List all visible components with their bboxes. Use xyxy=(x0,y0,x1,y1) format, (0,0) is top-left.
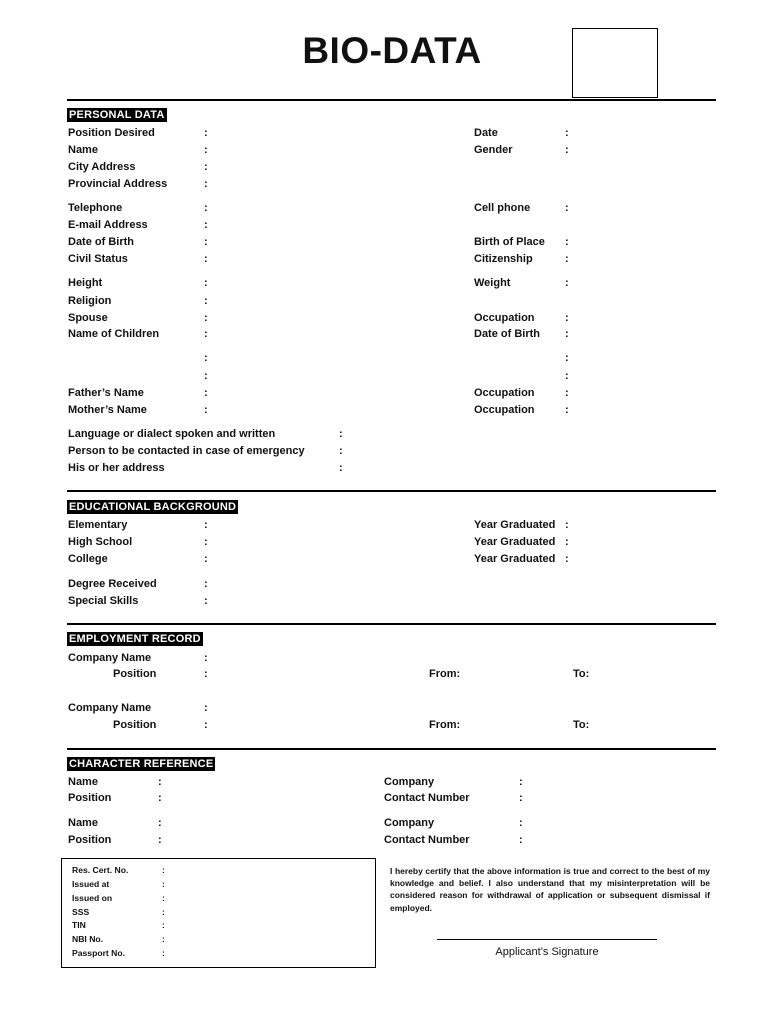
field-label-father-occupation: Occupation xyxy=(474,387,535,399)
section-divider xyxy=(67,748,716,750)
field-colon: : xyxy=(565,312,569,324)
field-label-cell-phone: Cell phone xyxy=(474,202,531,214)
field-label-language: Language or dialect spoken and written xyxy=(68,428,276,440)
field-colon: : xyxy=(162,934,165,944)
field-colon: : xyxy=(204,277,208,289)
field-label-tin: TIN xyxy=(72,920,86,930)
field-label-special-skills: Special Skills xyxy=(68,595,139,607)
field-colon: : xyxy=(565,127,569,139)
field-colon: : xyxy=(519,834,523,846)
field-colon: : xyxy=(204,578,208,590)
field-colon: : xyxy=(162,920,165,930)
field-label-gender: Gender xyxy=(474,144,513,156)
field-colon: : xyxy=(204,178,208,190)
field-colon: : xyxy=(204,161,208,173)
signature-label: Applicant’s Signature xyxy=(495,946,599,958)
field-label-position: Position xyxy=(113,668,157,680)
field-label-nbi-no: NBI No. xyxy=(72,934,104,944)
field-colon: : xyxy=(204,668,208,680)
field-label-res-cert-no: Res. Cert. No. xyxy=(72,865,129,875)
field-label-emergency-address: His or her address xyxy=(68,462,165,474)
field-colon: : xyxy=(565,536,569,548)
field-colon: : xyxy=(162,865,165,875)
field-label-issued-at: Issued at xyxy=(72,879,110,889)
field-colon: : xyxy=(204,536,208,548)
section-divider xyxy=(67,99,716,101)
field-colon: : xyxy=(565,328,569,340)
field-colon: : xyxy=(204,370,208,382)
field-label-reference-contact: Contact Number xyxy=(384,792,470,804)
field-label-reference-name: Name xyxy=(68,817,98,829)
field-label-reference-name: Name xyxy=(68,776,98,788)
field-label-elementary: Elementary xyxy=(68,519,128,531)
field-label-mother-occupation: Occupation xyxy=(474,404,535,416)
field-label-date-of-birth: Date of Birth xyxy=(68,236,134,248)
field-colon: : xyxy=(565,236,569,248)
field-label-reference-company: Company xyxy=(384,817,435,829)
field-colon: : xyxy=(204,312,208,324)
section-divider xyxy=(67,490,716,492)
document-title: BIO-DATA xyxy=(302,30,482,71)
field-colon: : xyxy=(519,776,523,788)
field-label-reference-position: Position xyxy=(68,792,112,804)
field-label-fathers-name: Father’s Name xyxy=(68,387,144,399)
field-label-spouse: Spouse xyxy=(68,312,108,324)
field-colon: : xyxy=(158,817,162,829)
field-label-college: College xyxy=(68,553,108,565)
section-header-employment-record: EMPLOYMENT RECORD xyxy=(69,633,201,645)
field-colon: : xyxy=(162,893,165,903)
field-colon: : xyxy=(519,792,523,804)
field-label-issued-on: Issued on xyxy=(72,893,113,903)
field-colon: : xyxy=(339,445,343,457)
field-colon: : xyxy=(565,370,569,382)
field-colon: : xyxy=(204,328,208,340)
field-label-position: Position xyxy=(113,719,157,731)
field-colon: : xyxy=(204,652,208,664)
field-label-year-graduated: Year Graduated xyxy=(474,519,556,531)
field-label-reference-company: Company xyxy=(384,776,435,788)
field-colon: : xyxy=(565,553,569,565)
field-colon: : xyxy=(204,595,208,607)
field-label-civil-status: Civil Status xyxy=(68,253,128,265)
field-label-reference-position: Position xyxy=(68,834,112,846)
field-label-passport-no: Passport No. xyxy=(72,948,126,958)
field-label-birth-place: Birth of Place xyxy=(474,236,545,248)
field-label-year-graduated: Year Graduated xyxy=(474,553,556,565)
field-colon: : xyxy=(204,236,208,248)
field-label-email: E-mail Address xyxy=(68,219,148,231)
section-header-personal-data: PERSONAL DATA xyxy=(69,109,165,121)
photo-box xyxy=(572,28,658,98)
field-label-date: Date xyxy=(474,127,498,139)
field-colon: : xyxy=(204,144,208,156)
field-colon: : xyxy=(204,519,208,531)
field-colon: : xyxy=(204,553,208,565)
field-colon: : xyxy=(204,202,208,214)
field-label-position-desired: Position Desired xyxy=(68,127,155,139)
field-colon: : xyxy=(158,776,162,788)
field-label-religion: Religion xyxy=(68,295,112,307)
field-colon: : xyxy=(565,352,569,364)
field-label-to: To: xyxy=(573,719,590,731)
field-label-sss: SSS xyxy=(72,907,90,917)
field-label-children-date-of-birth: Date of Birth xyxy=(474,328,540,340)
field-label-year-graduated: Year Graduated xyxy=(474,536,556,548)
field-label-from: From: xyxy=(429,668,461,680)
field-colon: : xyxy=(565,144,569,156)
field-label-high-school: High School xyxy=(68,536,133,548)
field-colon: : xyxy=(204,352,208,364)
field-colon: : xyxy=(565,404,569,416)
field-colon: : xyxy=(565,519,569,531)
field-label-degree-received: Degree Received xyxy=(68,578,157,590)
field-label-reference-contact: Contact Number xyxy=(384,834,470,846)
field-colon: : xyxy=(162,907,165,917)
field-label-telephone: Telephone xyxy=(68,202,123,214)
certification-statement: I hereby certify that the above information is true and correct to the best of my knowledge and belief. I also understand that my misinterpretation will be considered reason for withdrawal of application or subsequent dismissal if employed. xyxy=(390,866,710,913)
field-colon: : xyxy=(158,792,162,804)
field-colon: : xyxy=(204,127,208,139)
field-colon: : xyxy=(565,277,569,289)
field-label-city-address: City Address xyxy=(68,161,136,173)
field-colon: : xyxy=(204,295,208,307)
field-label-company-name: Company Name xyxy=(68,702,152,714)
field-colon: : xyxy=(204,702,208,714)
field-label-spouse-occupation: Occupation xyxy=(474,312,535,324)
field-colon: : xyxy=(204,404,208,416)
field-colon: : xyxy=(565,253,569,265)
field-label-to: To: xyxy=(573,668,590,680)
field-colon: : xyxy=(162,879,165,889)
field-colon: : xyxy=(158,834,162,846)
field-colon: : xyxy=(565,387,569,399)
field-colon: : xyxy=(204,253,208,265)
field-label-citizenship: Citizenship xyxy=(474,253,533,265)
field-label-name-of-children: Name of Children xyxy=(68,328,160,340)
field-colon: : xyxy=(204,719,208,731)
field-label-mothers-name: Mother’s Name xyxy=(68,404,147,416)
field-colon: : xyxy=(339,462,343,474)
field-label-weight: Weight xyxy=(474,277,511,289)
field-colon: : xyxy=(204,219,208,231)
field-label-emergency-contact: Person to be contacted in case of emergency xyxy=(68,445,305,457)
field-colon: : xyxy=(339,428,343,440)
section-header-educational-background: EDUCATIONAL BACKGROUND xyxy=(69,501,237,513)
section-header-character-reference: CHARACTER REFERENCE xyxy=(69,758,214,770)
field-label-name: Name xyxy=(68,144,98,156)
section-divider xyxy=(67,623,716,625)
field-colon: : xyxy=(565,202,569,214)
field-colon: : xyxy=(162,948,165,958)
field-colon: : xyxy=(204,387,208,399)
field-label-company-name: Company Name xyxy=(68,652,152,664)
field-label-provincial-address: Provincial Address xyxy=(68,178,168,190)
field-label-from: From: xyxy=(429,719,461,731)
signature-line xyxy=(437,939,657,940)
field-colon: : xyxy=(519,817,523,829)
field-label-height: Height xyxy=(68,277,103,289)
